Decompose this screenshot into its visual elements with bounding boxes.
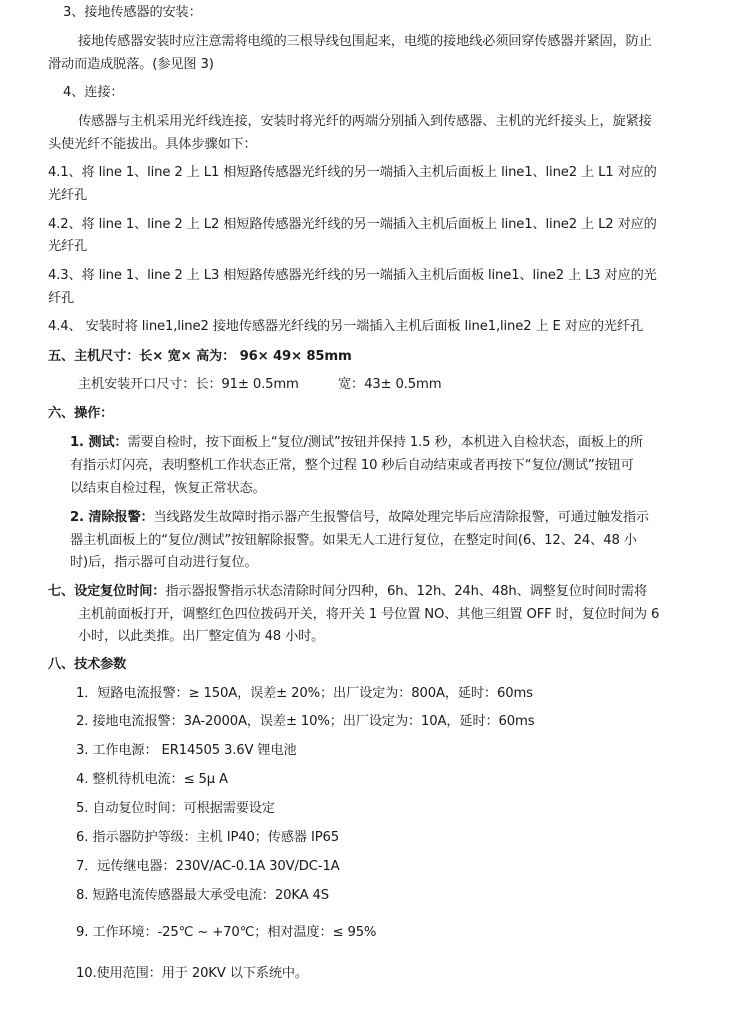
step-4-2-line: 光纤孔: [48, 239, 88, 254]
operation-clear-line: 器主机面板上的“复位/测试”按钮解除报警。如果无人工进行复位，在整定时间(6、12、24、48 小: [70, 533, 637, 548]
section-4-paragraph-line: 头使光纤不能拔出。具体步骤如下：: [48, 137, 257, 152]
cutout-length: 主机安装开口尺寸：长：91± 0.5mm: [78, 377, 299, 392]
section-5-heading: 五、主机尺寸：长× 宽× 高为： 96× 49× 85mm: [48, 349, 352, 364]
param-item: 2. 接地电流报警：3A-2000A，误差± 10%；出厂设定为：10A，延时：60ms: [76, 714, 535, 729]
section-6-heading: 六、操作：: [48, 406, 114, 421]
section-7-text: 指示器报警指示状态清除时间分四种，6h、12h、24h、48h、调整复位时间时需将: [165, 584, 647, 599]
param-item: 10.使用范围：用于 20KV 以下系统中。: [76, 966, 308, 981]
cutout-width: 宽：43± 0.5mm: [338, 377, 442, 392]
operation-clear-line: 时)后，指示器可自动进行复位。: [70, 555, 258, 570]
section-3-paragraph-line: 接地传感器安装时应注意需将电缆的三根导线包围起来，电缆的接地线必须回穿传感器并紧固，防止: [78, 34, 652, 49]
param-item: 5. 自动复位时间：可根据需要设定: [76, 801, 275, 816]
operation-test-line: 以结束自检过程，恢复正常状态。: [70, 481, 266, 496]
param-item: 8. 短路电流传感器最大承受电流：20KA 4S: [76, 888, 329, 903]
section-7-line: 主机前面板打开，调整红色四位拨码开关，将开关 1 号位置 NO、其他三组置 OFF 时，复位时间为 6: [78, 607, 660, 622]
step-4-3-line: 纤孔: [48, 291, 75, 306]
operation-test-text: 需要自检时，按下面板上“复位/测试”按钮并保持 1.5 秒，本机进入自检状态，面板上的所: [127, 435, 644, 450]
param-item: 4. 整机待机电流：≤ 5μ A: [76, 772, 228, 787]
section-7-line: 小时，以此类推。出厂整定值为 48 小时。: [78, 629, 325, 644]
section-7-heading: 七、设定复位时间：: [48, 584, 166, 599]
section-8-heading: 八、技术参数: [48, 657, 127, 672]
operation-test-line: 有指示灯闪亮，表明整机工作状态正常，整个过程 10 秒后自动结束或者再按下“复位/测试”按钮可: [70, 458, 634, 473]
operation-test-line: [70, 434, 643, 452]
param-item: 6. 指示器防护等级：主机 IP40；传感器 IP65: [76, 830, 339, 845]
operation-clear-label: 2. 清除报警：: [70, 510, 154, 525]
operation-clear-text: 当线路发生故障时指示器产生报警信号，故障处理完毕后应清除报警，可通过触发指示: [153, 510, 649, 525]
section-7-line: [48, 583, 647, 601]
operation-test-label: 1. 测试：: [70, 435, 128, 450]
step-4-1-line: 光纤孔: [48, 188, 88, 203]
operation-clear-line: [70, 509, 649, 527]
step-4-3-line: 4.3、将 line 1、line 2 上 L3 相短路传感器光纤线的另一端插入主机后面板 line1、line2 上 L3 对应的光: [48, 268, 657, 283]
param-item: 3. 工作电源： ER14505 3.6V 锂电池: [76, 743, 297, 758]
step-4-1-line: 4.1、将 line 1、line 2 上 L1 相短路传感器光纤线的另一端插入主机后面板上 line1、line2 上 L1 对应的: [48, 165, 657, 180]
param-item: 1．短路电流报警：≥ 150A，误差± 20%；出厂设定为：800A，延时：60ms: [76, 686, 533, 701]
param-item: 9. 工作环境：-25℃ ~ +70℃；相对温度：≤ 95%: [76, 925, 377, 940]
section-4-heading: 4、连接：: [63, 85, 124, 100]
section-4-paragraph-line: 传感器与主机采用光纤线连接，安装时将光纤的两端分别插入到传感器、主机的光纤接头上，旋紧接: [78, 114, 652, 129]
section-3-heading: 3、接地传感器的安装：: [63, 5, 202, 20]
step-4-4-line: 4.4、 安装时将 line1,line2 接地传感器光纤线的另一端插入主机后面板 line1,line2 上 E 对应的光纤孔: [48, 319, 644, 334]
section-3-paragraph-line: 滑动而造成脱落。(参见图 3): [48, 57, 214, 72]
step-4-2-line: 4.2、将 line 1、line 2 上 L2 相短路传感器光纤线的另一端插入主机后面板上 line1、line2 上 L2 对应的: [48, 217, 657, 232]
param-item: 7．远传继电器：230V/AC-0.1A 30V/DC-1A: [76, 859, 340, 874]
